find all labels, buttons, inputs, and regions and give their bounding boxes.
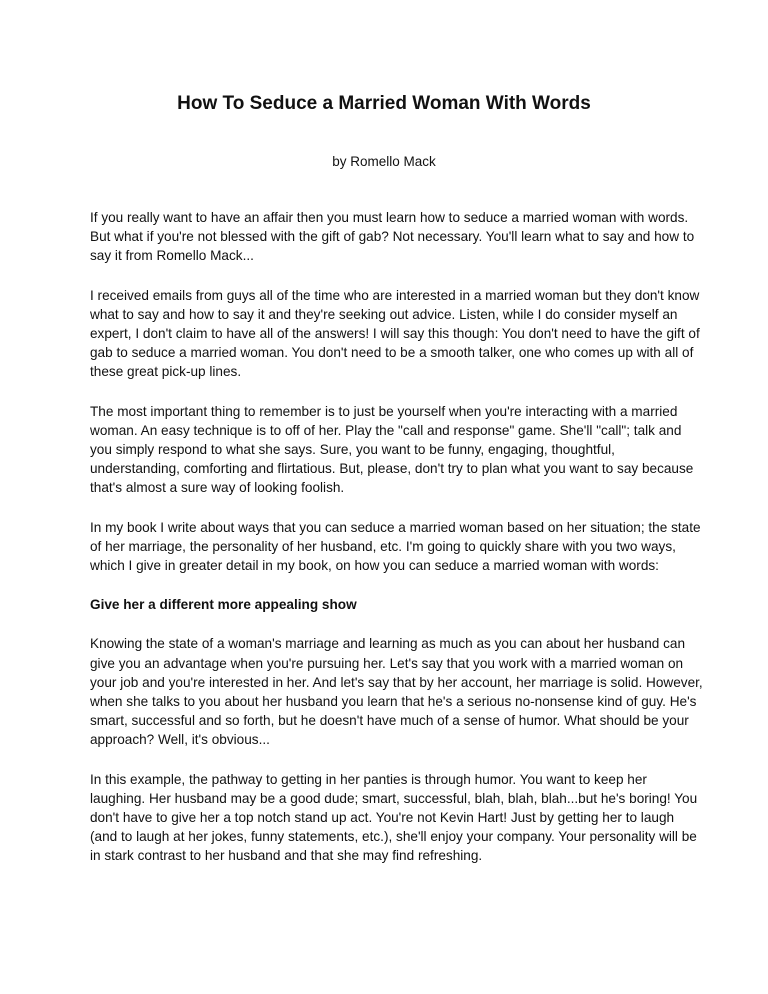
paragraph-intro: If you really want to have an affair then you must learn how to seduce a married woman with words. But what if you're not blessed with the gift of gab? Not necessary. You'll learn what to say and how to say it from Romello Mack... [90,210,695,264]
paragraph-book: In my book I write about ways that you can seduce a married woman based on her situation; the state of her marriage, the personality of her husband, etc. I'm going to quickly share with you two ways, which I give in greater detail in my book, on how you can seduce a married woman with words: [90,519,701,574]
page-title: How To Seduce a Married Woman With Words [177,93,591,114]
author-byline: by Romello Mack [332,154,436,169]
paragraph-be-yourself: The most important thing to remember is to just be yourself when you're interacting with a married woman. An easy technique is to off of her. Play the "call and response" game. She'll "call"; talk and you simply respond to what she says. Sure, you want to be funny, engaging, thoughtful, understanding, comforting and flirtatious. But, please, don't try to plan what you want to say because that's almost a sure way of looking foolish. [90,403,694,496]
article-body [90,208,704,886]
section-heading: Give her a different more appealing show [90,597,357,613]
paragraph-emails: I received emails from guys all of the time who are interested in a married woman but they don't know what to say and how to say it and they're seeking out advice. Listen, while I do consider myself an expert, I don't claim to have all of the answers! I will say this though: You don't need to have the gift of gab to seduce a married woman. You don't need to be a smooth talker, one who comes up with all of these great pick-up lines. [90,287,700,380]
paragraph-knowing-state: Knowing the state of a woman's marriage and learning as much as you can about her husband can give you an advantage when you're pursuing her. Let's say that you work with a married woman on your job and you're interested in her. And let's say that by her account, her marriage is solid. However, when she talks to you about her husband you learn that he's a serious no-nonsense kind of guy. He's smart, successful and so forth, but he doesn't have much of a sense of humor. What should be your approach? Well, it's obvious... [90,636,703,748]
paragraph-humor-example: In this example, the pathway to getting in her panties is through humor. You want to keep her laughing. Her husband may be a good dude; smart, successful, blah, blah, blah...but he's boring! You don't have to give her a top notch stand up act. You're not Kevin Hart! Just by getting her to laugh (and to laugh at her jokes, funny statements, etc.), she'll enjoy your company. Your personality will be in stark contrast to her husband and that she may find refreshing. [90,771,698,864]
